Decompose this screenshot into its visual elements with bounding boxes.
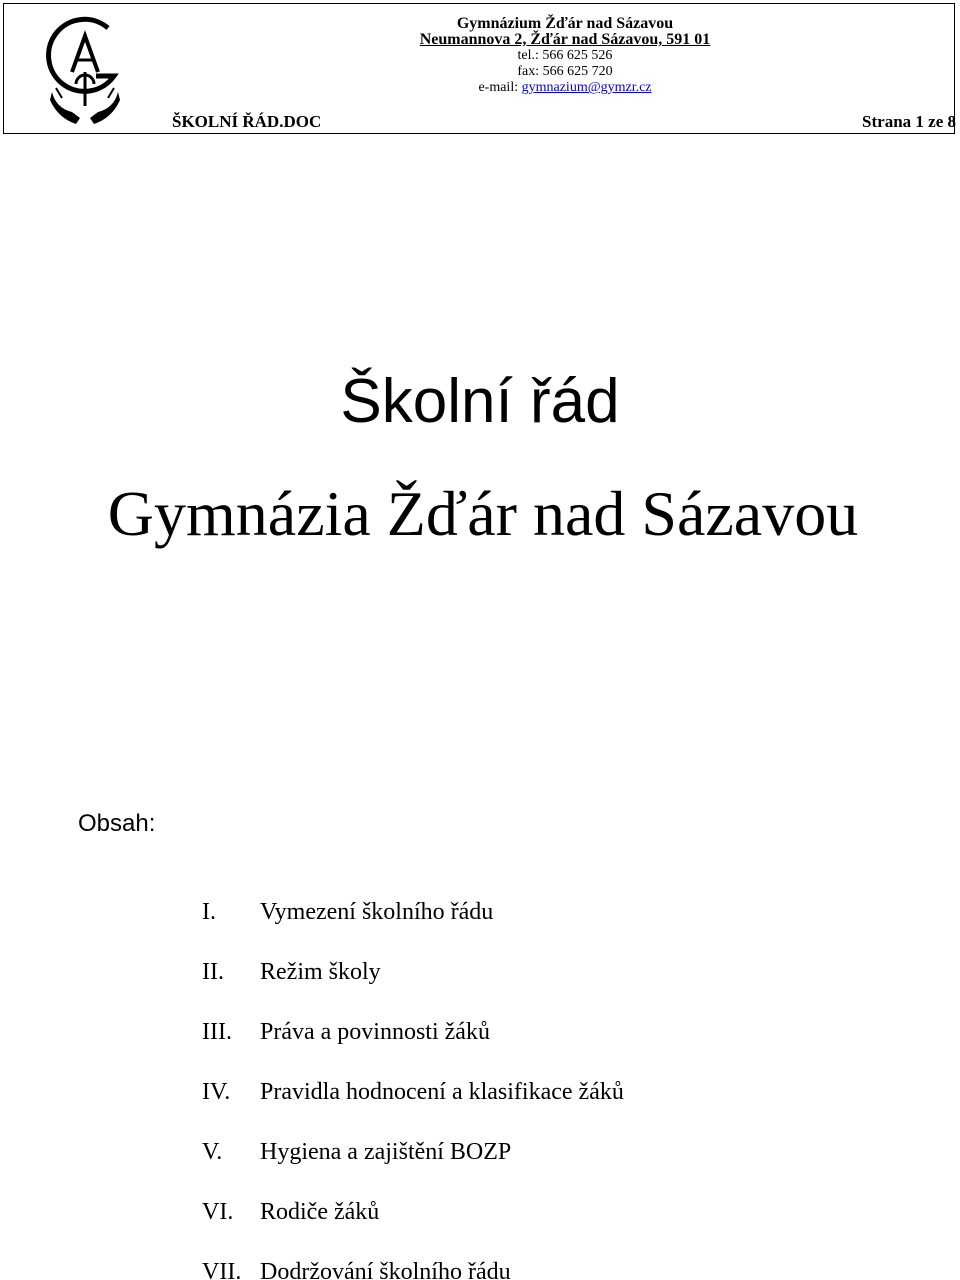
toc-item-label: Hygiena a zajištění BOZP: [260, 1139, 512, 1165]
toc-item-label: Vymezení školního řádu: [260, 899, 494, 925]
toc-item: [202, 1254, 624, 1280]
toc-item: [202, 954, 624, 1014]
school-email-line: [170, 80, 960, 96]
toc-item-number: III.: [202, 1019, 232, 1045]
document-title: Školní řád: [340, 367, 620, 436]
toc-item-number: VI.: [202, 1199, 234, 1225]
toc-item-number: VII.: [202, 1259, 242, 1280]
toc-item-number: I.: [202, 899, 216, 925]
document-subtitle: Gymnázia Žďár nad Sázavou: [107, 478, 859, 549]
email-link[interactable]: gymnazium@gymzr.cz: [521, 80, 652, 95]
email-label: e-mail:: [478, 80, 522, 95]
toc-item-number: IV.: [202, 1079, 231, 1105]
table-of-contents: [202, 894, 624, 1280]
school-tel: tel.: 566 625 526: [517, 48, 613, 63]
toc-item: [202, 1134, 624, 1194]
school-name: Gymnázium Žďár nad Sázavou: [456, 15, 674, 32]
school-fax: fax: 566 625 720: [517, 64, 613, 79]
toc-item-number: V.: [202, 1139, 223, 1165]
school-info: [0, 16, 960, 96]
toc-item: [202, 894, 624, 954]
toc-item: [202, 1074, 624, 1134]
toc-heading: Obsah:: [78, 810, 156, 837]
school-address: Neumannova 2, Žďár nad Sázavou, 591 01: [419, 31, 711, 48]
toc-item-label: Práva a povinnosti žáků: [260, 1019, 490, 1045]
toc-item-label: Dodržování školního řádu: [260, 1259, 511, 1280]
toc-item-label: Režim školy: [260, 959, 381, 985]
toc-item-label: Pravidla hodnocení a klasifikace žáků: [260, 1079, 624, 1105]
toc-item-label: Rodiče žáků: [260, 1199, 380, 1225]
toc-item: [202, 1014, 624, 1074]
page-indicator: Strana 1 ze 8: [862, 112, 956, 131]
toc-item: [202, 1194, 624, 1254]
document-filename: ŠKOLNÍ ŘÁD.DOC: [172, 112, 322, 131]
toc-item-number: II.: [202, 959, 224, 985]
